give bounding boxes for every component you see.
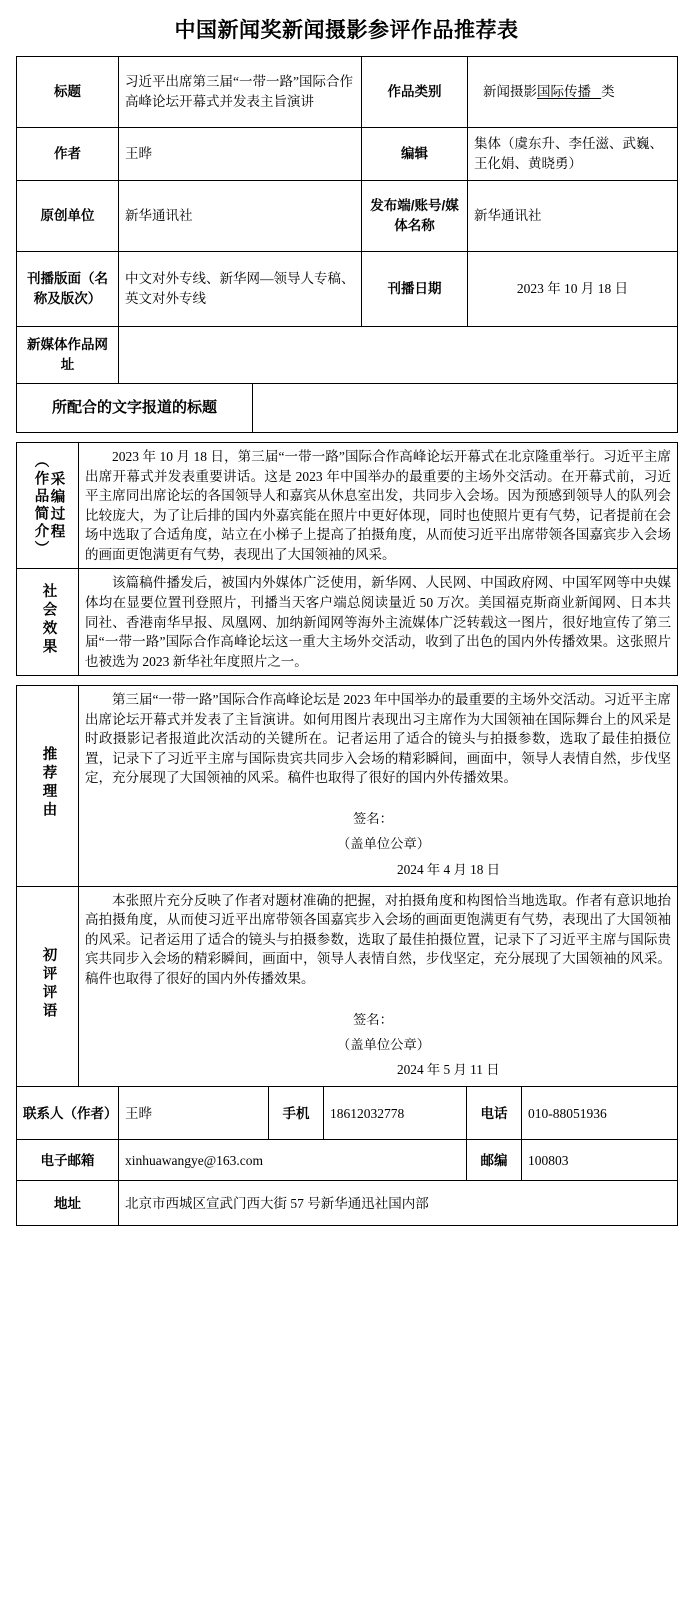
table-row-section: [17, 252, 678, 327]
preliminary-review-date: 2024 年 5 月 11 日: [397, 1062, 500, 1078]
publish-date-value: 2023 年 10 月 18 日: [468, 252, 678, 327]
section-gap-2: [16, 676, 677, 685]
title-value: 习近平出席第三届“一带一路”国际合作高峰论坛开幕式并发表主旨演讲: [119, 57, 362, 128]
phone-label: 电话: [467, 1087, 522, 1140]
process-label-right: 采编过程: [48, 470, 65, 541]
table-row-origin-unit: [17, 181, 678, 252]
address-label: 地址: [17, 1181, 119, 1226]
postcode-value: 100803: [522, 1140, 678, 1181]
table-row-process: [17, 443, 678, 569]
table-row-social-effect: [17, 569, 678, 676]
process-effect-table: [16, 442, 678, 676]
platform-label: 发布端/账号/媒体名称: [362, 181, 468, 252]
table-row-address: [17, 1181, 678, 1226]
category-suffix: 类: [601, 84, 615, 100]
recommendation-label: 推荐理由: [40, 746, 57, 821]
recommendation-review-table: [16, 685, 678, 1087]
recommendation-text: 第三届“一带一路”国际合作高峰论坛是 2023 年中国举办的最重要的主场外交活动。习近平主席出席论坛开幕式并发表了主旨演讲。如何用图片表现出习主席作为大国领袖在国际舞台上的风采是时政摄影记者报道此次活动的关键所在。记者运用了适合的镜头与拍摄参数，选取了最佳拍摄位置，记录下了习近平主席与国际贵宾共同步入会场的精彩瞬间，画面中，领导人表情自然，步伐坚定，充分展现了大国领袖的风采。稿件也取得了很好的国内外传播效果。: [85, 692, 671, 786]
preliminary-review-label-cell: [17, 886, 79, 1087]
platform-value: 新华通讯社: [468, 181, 678, 252]
contact-person-label: 联系人（作者）: [17, 1087, 119, 1140]
contact-table: [16, 1086, 678, 1226]
newmedia-url-label: 新媒体作品网址: [17, 327, 119, 384]
address-value: 北京市西城区宣武门西大街 57 号新华通迅社国内部: [119, 1181, 678, 1226]
process-label-cell: [17, 443, 79, 569]
mobile-label: 手机: [269, 1087, 324, 1140]
table-row-newmedia-url: [17, 327, 678, 384]
origin-unit-label: 原创单位: [17, 181, 119, 252]
editor-label: 编辑: [362, 128, 468, 181]
social-effect-label: 社会效果: [40, 582, 57, 657]
table-row-title: [17, 57, 678, 128]
preliminary-review-label: 初评评语: [40, 946, 57, 1021]
table-row-contact-person: [17, 1087, 678, 1140]
newmedia-url-value: [119, 327, 678, 384]
email-label: 电子邮箱: [17, 1140, 119, 1181]
table-row-recommendation: [17, 686, 678, 887]
process-label-vertical: [23, 453, 72, 558]
category-selected: 国际传播: [537, 84, 591, 100]
companion-title-label: 所配合的文字报道的标题: [17, 384, 253, 433]
preliminary-review-signature-label: 签名：: [353, 1011, 393, 1027]
process-text-cell: [79, 443, 678, 569]
author-value: 王晔: [119, 128, 362, 181]
category-label: 作品类别: [362, 57, 468, 128]
mobile-value: 18612032778: [324, 1087, 467, 1140]
recommendation-seal-label: （盖单位公章）: [337, 836, 431, 852]
section-gap-1: [16, 433, 677, 442]
publish-date-label: 刊播日期: [362, 252, 468, 327]
phone-value: 010-88051936: [522, 1087, 678, 1140]
category-prefix: 新闻摄影: [483, 84, 537, 100]
category-underline-pad: [591, 84, 601, 99]
page-title: 中国新闻奖新闻摄影参评作品推荐表: [174, 19, 519, 42]
preliminary-review-signature-block: [85, 1007, 671, 1083]
recommendation-signature-label: 签名：: [353, 811, 393, 826]
table-row-author: [17, 128, 678, 181]
basic-info-table: [16, 56, 678, 384]
author-label: 作者: [17, 128, 119, 181]
editor-value: 集体（虞东升、李任滋、武巍、王化娟、黄晓勇）: [468, 128, 678, 181]
preliminary-review-text-cell: [79, 886, 678, 1087]
email-value: xinhuawangye@163.com: [119, 1140, 467, 1181]
recommendation-signature-block: [85, 806, 671, 882]
social-effect-text: 该篇稿件播发后，被国内外媒体广泛使用，新华网、人民网、中国政府网、中国军网等中央媒体均在显要位置刊登照片，刊播当天客户端总阅读量近 50 万次。美国福克斯商业新闻网、日本共同社、香港南华早报、凤凰网、加纳新闻网等海外主流媒体广泛转载这一图片，很好地宣传了第三届“一带一路”国际合作高峰论坛这一重大主场外交活动，收到了出色的国内外传播效果。这张照片也被选为 2023 新华社年度照片之一。: [85, 575, 671, 669]
origin-unit-value: 新华通讯社: [119, 181, 362, 252]
process-label-left: （作品简介）: [32, 453, 49, 559]
table-row-email: [17, 1140, 678, 1181]
table-row-preliminary-review: [17, 886, 678, 1087]
section-value: 中文对外专线、新华网—领导人专稿、英文对外专线: [119, 252, 362, 327]
table-row-companion-title: [17, 384, 678, 433]
postcode-label: 邮编: [467, 1140, 522, 1181]
category-value: [468, 57, 678, 128]
section-label: 刊播版面（名称及版次）: [17, 252, 119, 327]
companion-title-value: [253, 384, 678, 433]
preliminary-review-text: 本张照片充分反映了作者对题材准确的把握，对拍摄角度和构图恰当地选取。作者有意识地抬高拍摄角度，从而使习近平出席带领各国嘉宾步入会场的画面更饱满更有气势，表现出了大国领袖的风采。记者运用了适合的镜头与拍摄参数，选取了最佳拍摄位置，记录下了习近平主席与国际贵宾共同步入会场的精彩瞬间，画面中，领导人表情自然，步伐坚定，充分展现了大国领袖的风采。稿件也取得了很好的国内外传播效果。: [85, 892, 671, 986]
process-text: 2023 年 10 月 18 日，第三届“一带一路”国际合作高峰论坛开幕式在北京隆重举行。习近平主席出席开幕式并发表重要讲话。这是 2023 年中国举办的最重要的主场外交活动。在开幕式前，习近平主席同出席论坛的各国领导人和嘉宾从休息室出发，共同步入会场。因为预感到领导人的队列会比较庞大，为了让后排的国内外嘉宾能在照片中更好体现，同时也使照片更有气势，记者提前在会场中选取了合适角度，站立在小梯子上提高了拍摄角度，从而使习近平出席带领各国嘉宾步入会场的画面更饱满更有气势，表现出了大国领袖的风采。: [85, 449, 671, 562]
companion-title-table: [16, 383, 678, 433]
social-effect-text-cell: [79, 569, 678, 676]
contact-person-value: 王晔: [119, 1087, 269, 1140]
title-label: 标题: [17, 57, 119, 128]
preliminary-review-seal-label: （盖单位公章）: [337, 1036, 431, 1052]
recommendation-text-cell: [79, 686, 678, 887]
social-effect-label-cell: [17, 569, 79, 676]
recommendation-date: 2024 年 4 月 18 日: [397, 861, 501, 877]
recommendation-label-cell: [17, 686, 79, 887]
